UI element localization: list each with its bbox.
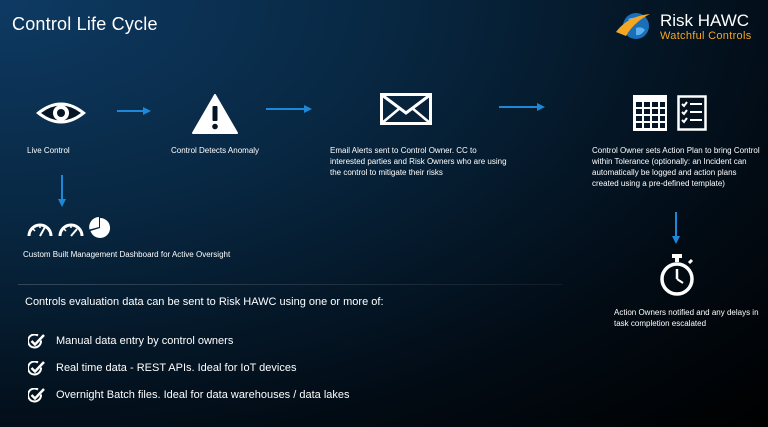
pie-chart-icon [89,217,111,239]
eye-icon [34,98,88,128]
flow-arrow [499,102,545,112]
list-item-text: Manual data entry by control owners [56,335,234,347]
flow-arrow [117,106,151,116]
calendar-icon [633,95,667,131]
owners-notified-label: Action Owners notified and any delays in task completion escalated [614,308,759,328]
checkmark-icon [28,361,45,376]
dashboard-label: Custom Built Management Dashboard for Active Oversight [23,250,231,259]
logo-tagline: Watchful Controls [660,30,752,42]
checkmark-icon [28,388,45,403]
section-divider [18,284,562,285]
envelope-icon [380,93,432,125]
list-item-text: Overnight Batch files. Ideal for data warehouses / data lakes [56,389,350,401]
risk-hawc-logo [614,8,764,44]
list-item [28,360,296,376]
email-alerts-label: Email Alerts sent to Control Owner. CC to interested parties and Risk Owners who are using the control to mitigate their risks [330,146,507,177]
flow-arrow-down [671,212,681,244]
warning-icon [192,94,238,134]
list-item-text: Real time data - REST APIs. Ideal for IoT devices [56,362,297,374]
page-title: Control Life Cycle [12,14,158,34]
list-item [28,333,233,349]
checklist-icon [677,95,707,131]
flow-arrow-down [57,175,67,207]
detects-anomaly-label: Control Detects Anomaly [171,146,260,155]
globe-icon [614,8,654,44]
gauge-icon [27,220,53,238]
stopwatch-icon [658,254,696,296]
gauge-icon [58,220,84,238]
flow-arrow [266,104,312,114]
checkmark-icon [28,334,45,349]
evaluation-heading: Controls evaluation data can be sent to Risk HAWC using one or more of: [25,296,384,308]
list-item [28,387,350,403]
logo-name: Risk HAWC [660,11,750,30]
action-plan-label: Control Owner sets Action Plan to bring Control within Tolerance (optionally: an Incident can automatically be logged and action plans created using a pre-defined template) [592,146,760,188]
live-control-label: Live Control [27,146,70,155]
